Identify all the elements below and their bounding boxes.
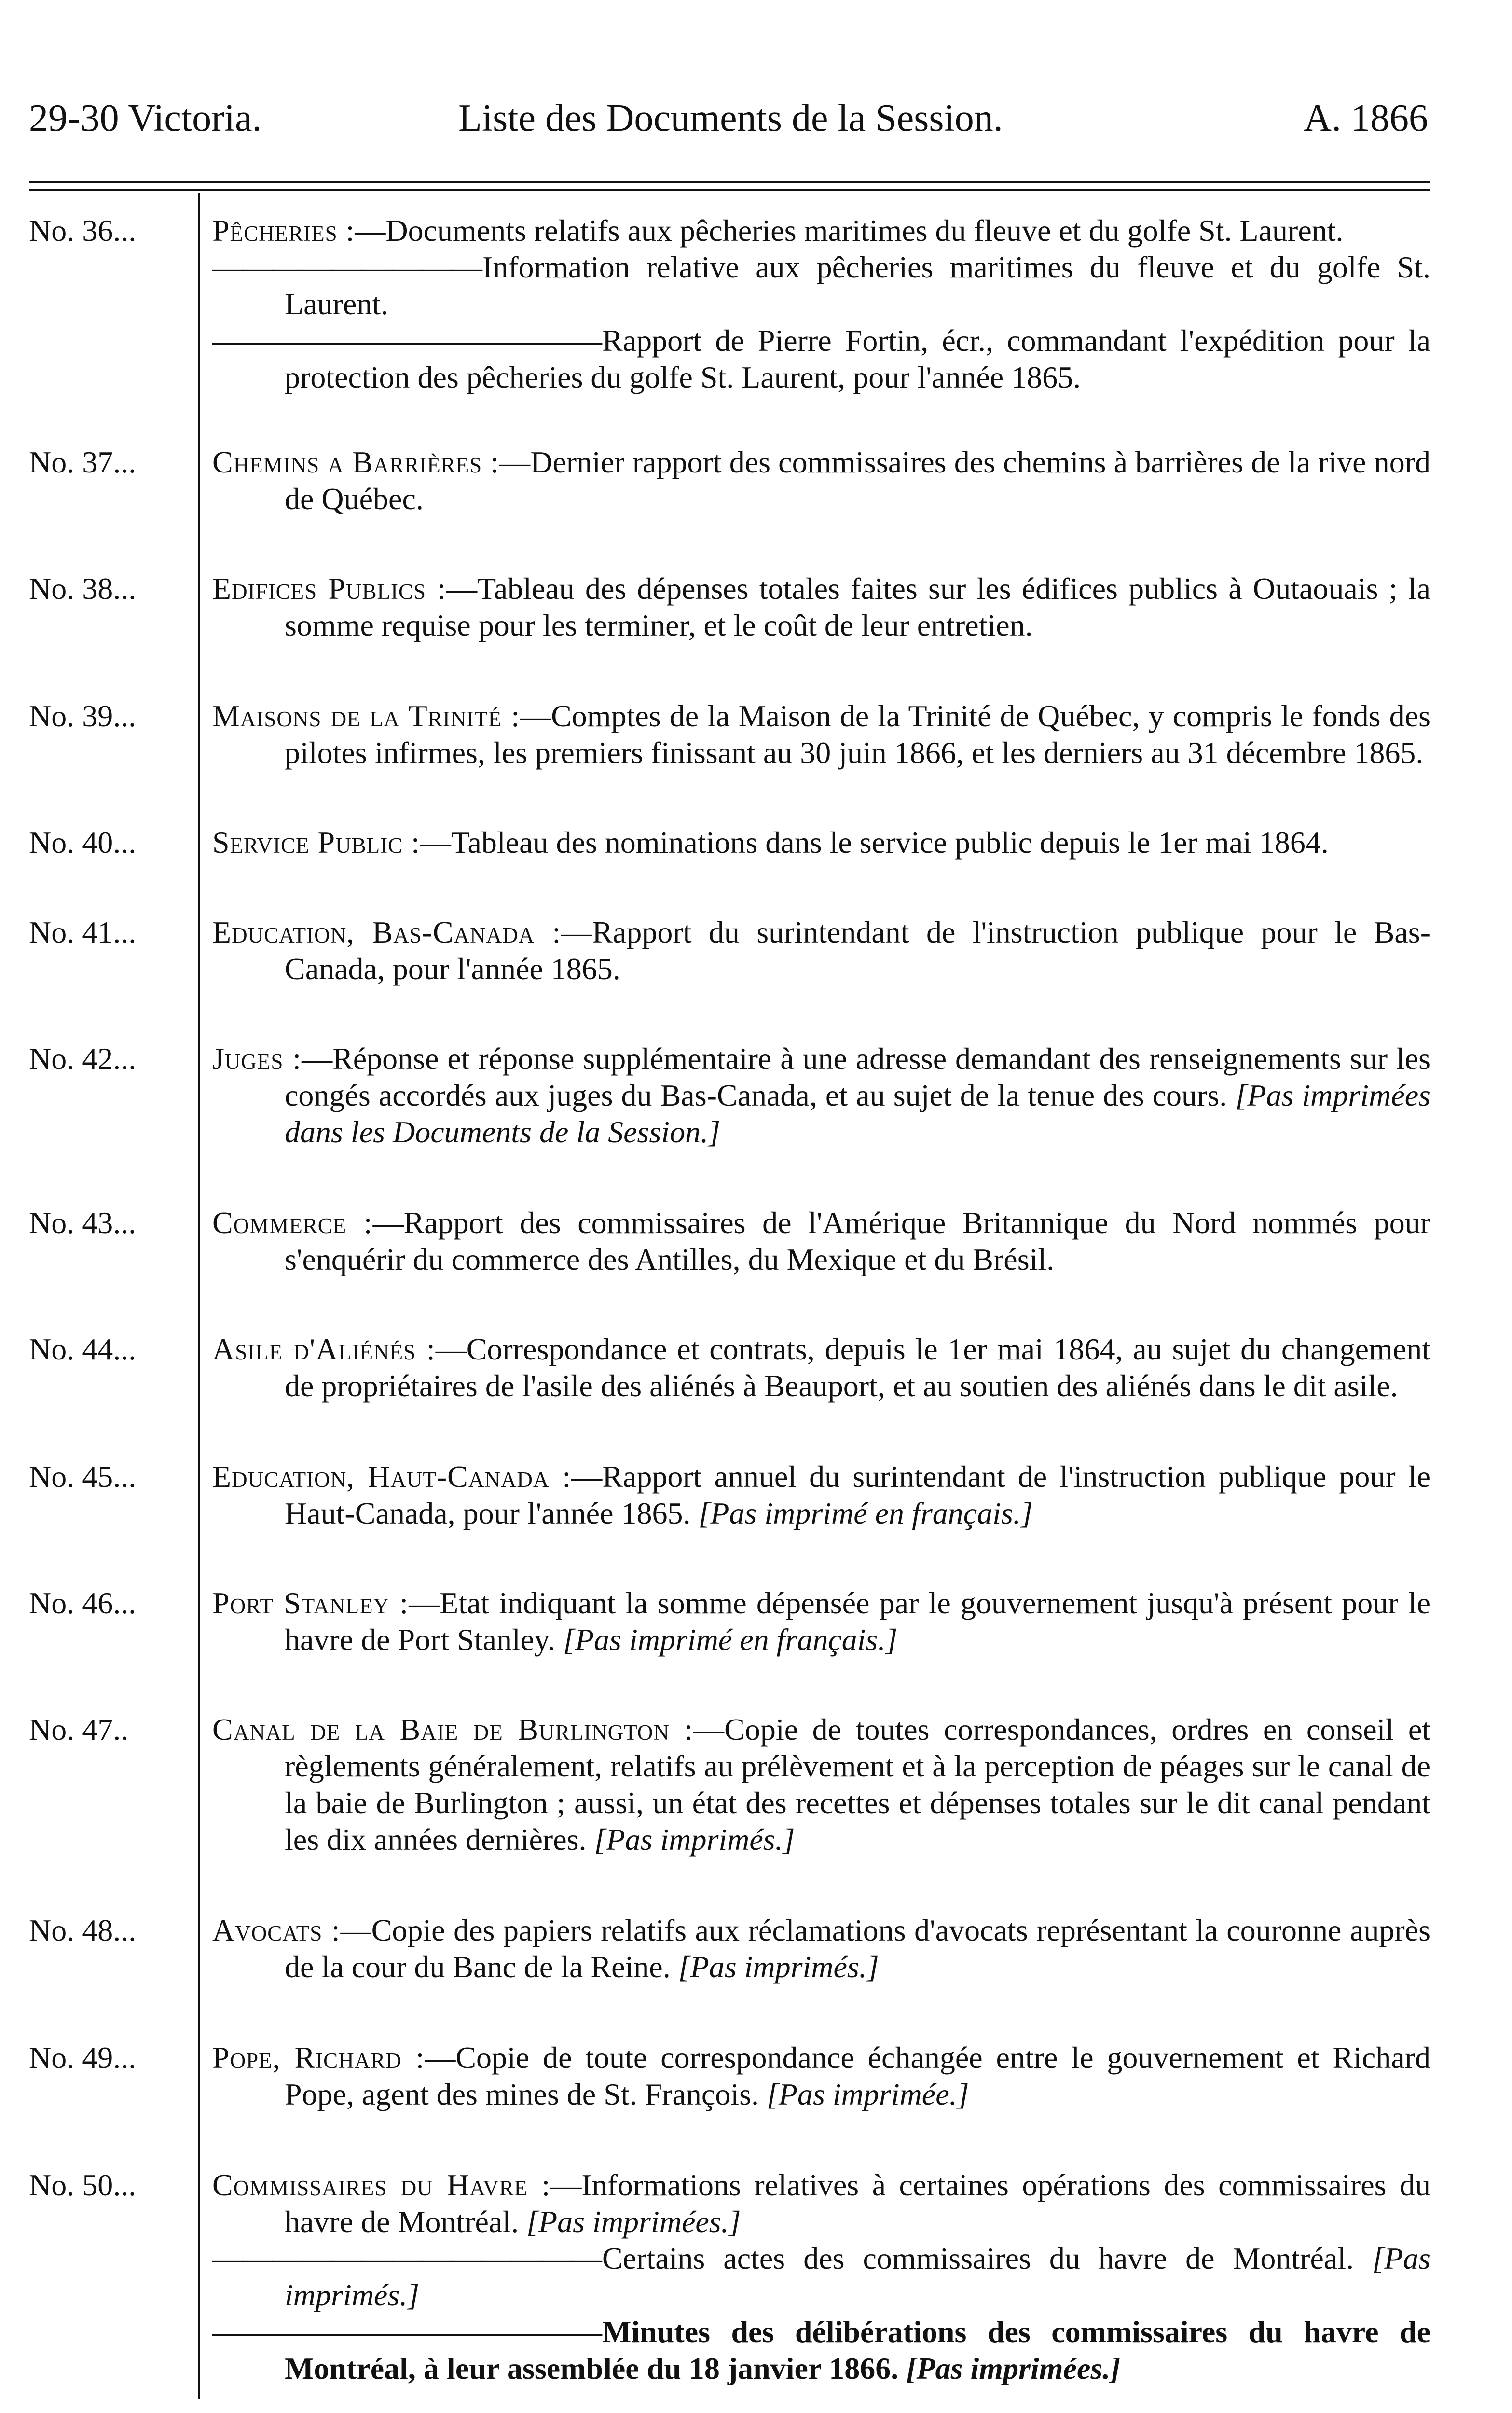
document-entry bbox=[0, 1040, 1512, 1151]
entry-body bbox=[212, 824, 1430, 861]
header-rule-bottom bbox=[29, 189, 1430, 191]
entry-heading: Chemins a Barrières : bbox=[212, 445, 500, 479]
entry-paragraph bbox=[212, 1331, 1430, 1404]
entry-heading: Port Stanley : bbox=[212, 1586, 409, 1620]
entry-description: —Rapport annuel du surintendant de l'instruction publique pour le Haut-Canada, pour l'année 1865. bbox=[285, 1459, 1431, 1530]
entry-paragraph bbox=[212, 1585, 1430, 1658]
entry-body bbox=[212, 1458, 1430, 1532]
entry-paragraph bbox=[212, 2240, 1430, 2314]
entry-paragraph bbox=[212, 914, 1430, 987]
entry-number: No. 42... bbox=[29, 1041, 137, 1076]
ditto-dash: ———————————— bbox=[212, 323, 571, 358]
entry-body bbox=[212, 2039, 1430, 2113]
entry-heading: Avocats : bbox=[212, 1913, 341, 1947]
entry-description: —Documents relatifs aux pêcheries maritimes du fleuve et du golfe St. Laurent. bbox=[355, 213, 1344, 248]
entry-number: No. 50... bbox=[29, 2168, 137, 2202]
entry-paragraph bbox=[212, 444, 1430, 517]
entry-number: No. 38... bbox=[29, 571, 137, 606]
entry-description: —Informations relatives à certaines opérations des commissaires du havre de Montréal. bbox=[285, 2168, 1431, 2239]
document-entry bbox=[0, 698, 1512, 771]
document-entry bbox=[0, 2167, 1512, 2387]
entry-number: No. 37... bbox=[29, 445, 137, 479]
entry-description: —Rapport du surintendant de l'instruction publique pour le Bas-Canada, pour l'année 1865. bbox=[285, 915, 1431, 986]
entry-number: No. 45... bbox=[29, 1459, 137, 1494]
ditto-dash: ———————————— bbox=[212, 2241, 571, 2275]
document-entry bbox=[0, 1711, 1512, 1858]
document-entry bbox=[0, 914, 1512, 987]
entry-number: No. 46... bbox=[29, 1586, 137, 1620]
document-entry bbox=[0, 212, 1512, 396]
entry-heading: Edifices Publics : bbox=[212, 571, 447, 606]
entry-description: —Dernier rapport des commissaires des chemins à barrières de la rive nord de Québec. bbox=[285, 445, 1431, 516]
entry-description: —Tableau des nominations dans le service public depuis le 1er mai 1864. bbox=[420, 825, 1329, 860]
entry-note: [Pas imprimé en français.] bbox=[563, 1623, 898, 1657]
entry-number: No. 39... bbox=[29, 699, 137, 733]
entry-heading: Maisons de la Trinité : bbox=[212, 699, 521, 733]
entry-description: —Comptes de la Maison de la Trinité de Québec, y compris le fonds des pilotes infirmes, les premiers finissant au 30 juin 1866, et les derniers au 31 décembre 1865. bbox=[285, 699, 1430, 770]
entry-number: No. 40... bbox=[29, 825, 137, 860]
entry-heading: Pope, Richard : bbox=[212, 2040, 425, 2075]
entry-body bbox=[212, 1585, 1430, 1658]
ditto-dash: ———————— bbox=[212, 250, 452, 284]
entry-heading: Service Public : bbox=[212, 825, 420, 860]
document-entry bbox=[0, 1912, 1512, 1985]
document-entry bbox=[0, 1458, 1512, 1532]
entry-body bbox=[212, 1912, 1430, 1985]
entry-description: —Etat indiquant la somme dépensée par le gouvernement jusqu'à présent pour le havre de Port Stanley. bbox=[285, 1586, 1431, 1657]
entry-number: No. 36... bbox=[29, 213, 137, 248]
entry-note: [Pas imprimé en français.] bbox=[698, 1496, 1033, 1530]
header-rule-top bbox=[29, 181, 1430, 183]
document-entry bbox=[0, 1331, 1512, 1404]
entry-paragraph bbox=[212, 212, 1430, 249]
entry-heading: Juges : bbox=[212, 1041, 302, 1076]
entry-body bbox=[212, 1040, 1430, 1151]
entry-body bbox=[212, 1331, 1430, 1404]
document-list bbox=[0, 212, 1512, 2387]
entry-note: [Pas imprimées.] bbox=[526, 2205, 741, 2239]
entry-body bbox=[212, 570, 1430, 644]
entry-body bbox=[212, 698, 1430, 771]
entry-description: —Copie de toutes correspondances, ordres en conseil et règlements généralement, relatifs au prélèvement et à la perception de péages sur le canal de la baie de Burlington ; aussi, un état des recettes et dépenses totales sur le dit canal pendant les dix années dernières. bbox=[285, 1712, 1431, 1857]
entry-description: —Tableau des dépenses totales faites sur les édifices publics à Outaouais ; la somme requise pour les terminer, et le coût de leur entretien. bbox=[285, 571, 1430, 642]
document-entry bbox=[0, 444, 1512, 517]
entry-paragraph bbox=[212, 570, 1430, 644]
entry-body bbox=[212, 1711, 1430, 1858]
entry-paragraph bbox=[212, 2314, 1430, 2387]
header-year: A. 1866 bbox=[1304, 97, 1428, 139]
entry-heading: Commissaires du Havre : bbox=[212, 2168, 551, 2202]
entry-number: No. 44... bbox=[29, 1332, 137, 1366]
header-title: Liste des Documents de la Session. bbox=[458, 97, 1003, 139]
header-regnal-year: 29-30 Victoria. bbox=[29, 97, 262, 139]
document-entry bbox=[0, 1205, 1512, 1278]
entry-paragraph bbox=[212, 1458, 1430, 1532]
entry-description: —Minutes des délibérations des commissaires du havre de Montréal, à leur assemblée du 18 janvier 1866. bbox=[285, 2315, 1430, 2385]
entry-heading: Commerce : bbox=[212, 1206, 373, 1240]
entry-heading: Canal de la Baie de Burlington : bbox=[212, 1712, 694, 1747]
entry-body bbox=[212, 2167, 1430, 2387]
entry-body bbox=[212, 444, 1430, 517]
entry-paragraph bbox=[212, 824, 1430, 861]
entry-description: —Information relative aux pêcheries maritimes du fleuve et du golfe St. Laurent. bbox=[285, 250, 1430, 321]
entry-note: [Pas imprimés.] bbox=[594, 1822, 795, 1857]
entry-number: No. 47.. bbox=[29, 1712, 129, 1747]
entry-heading: Education, Bas-Canada : bbox=[212, 915, 562, 949]
entry-paragraph bbox=[212, 322, 1430, 396]
entry-paragraph bbox=[212, 1040, 1430, 1151]
entry-paragraph bbox=[212, 698, 1430, 771]
entry-paragraph bbox=[212, 1711, 1430, 1858]
entry-note: [Pas imprimés.] bbox=[285, 2241, 1431, 2312]
document-entry bbox=[0, 570, 1512, 644]
entry-note: [Pas imprimées dans les Documents de la Session.] bbox=[285, 1078, 1431, 1149]
entry-number: No. 48... bbox=[29, 1913, 137, 1947]
entry-note: [Pas imprimées.] bbox=[906, 2351, 1121, 2385]
entry-paragraph bbox=[212, 249, 1430, 322]
entry-description: —Certains actes des commissaires du havre de Montréal. bbox=[571, 2241, 1354, 2275]
entry-description: —Rapport de Pierre Fortin, écr., commandant l'expédition pour la protection des pêcheries du golfe St. Laurent, pour l'année 1865. bbox=[285, 323, 1430, 394]
entry-paragraph bbox=[212, 2039, 1430, 2113]
entry-heading: Asile d'Aliénés : bbox=[212, 1332, 436, 1366]
entry-paragraph bbox=[212, 2167, 1430, 2240]
entry-number: No. 49... bbox=[29, 2040, 137, 2075]
entry-description: —Correspondance et contrats, depuis le 1er mai 1864, au sujet du changement de propriétaires de l'asile des aliénés à Beauport, et au soutien des aliénés dans le dit asile. bbox=[285, 1332, 1431, 1403]
entry-body bbox=[212, 1205, 1430, 1278]
entry-description: —Copie de toute correspondance échangée entre le gouvernement et Richard Pope, agent des mines de St. François. bbox=[285, 2040, 1430, 2111]
entry-body bbox=[212, 914, 1430, 987]
entry-number: No. 43... bbox=[29, 1206, 137, 1240]
entry-body bbox=[212, 212, 1430, 396]
entry-number: No. 41... bbox=[29, 915, 137, 949]
entry-paragraph bbox=[212, 1912, 1430, 1985]
ditto-dash: ———————————— bbox=[212, 2315, 571, 2349]
entry-paragraph bbox=[212, 1205, 1430, 1278]
running-header bbox=[29, 87, 1428, 150]
entry-note: [Pas imprimés.] bbox=[678, 1950, 879, 1984]
document-entry bbox=[0, 2039, 1512, 2113]
entry-heading: Pêcheries : bbox=[212, 213, 355, 248]
document-entry bbox=[0, 824, 1512, 861]
entry-description: —Réponse et réponse supplémentaire à une adresse demandant des renseignements sur les congés accordés aux juges du Bas-Canada, et au sujet de la tenue des cours. bbox=[285, 1041, 1430, 1112]
entry-description: —Copie des papiers relatifs aux réclamations d'avocats représentant la couronne auprès de la cour du Banc de la Reine. bbox=[285, 1913, 1430, 1984]
entry-note: [Pas imprimée.] bbox=[766, 2077, 969, 2111]
entry-description: —Rapport des commissaires de l'Amérique Britannique du Nord nommés pour s'enquérir du commerce des Antilles, du Mexique et du Brésil. bbox=[285, 1206, 1430, 1276]
entry-heading: Education, Haut-Canada : bbox=[212, 1459, 572, 1494]
document-entry bbox=[0, 1585, 1512, 1658]
